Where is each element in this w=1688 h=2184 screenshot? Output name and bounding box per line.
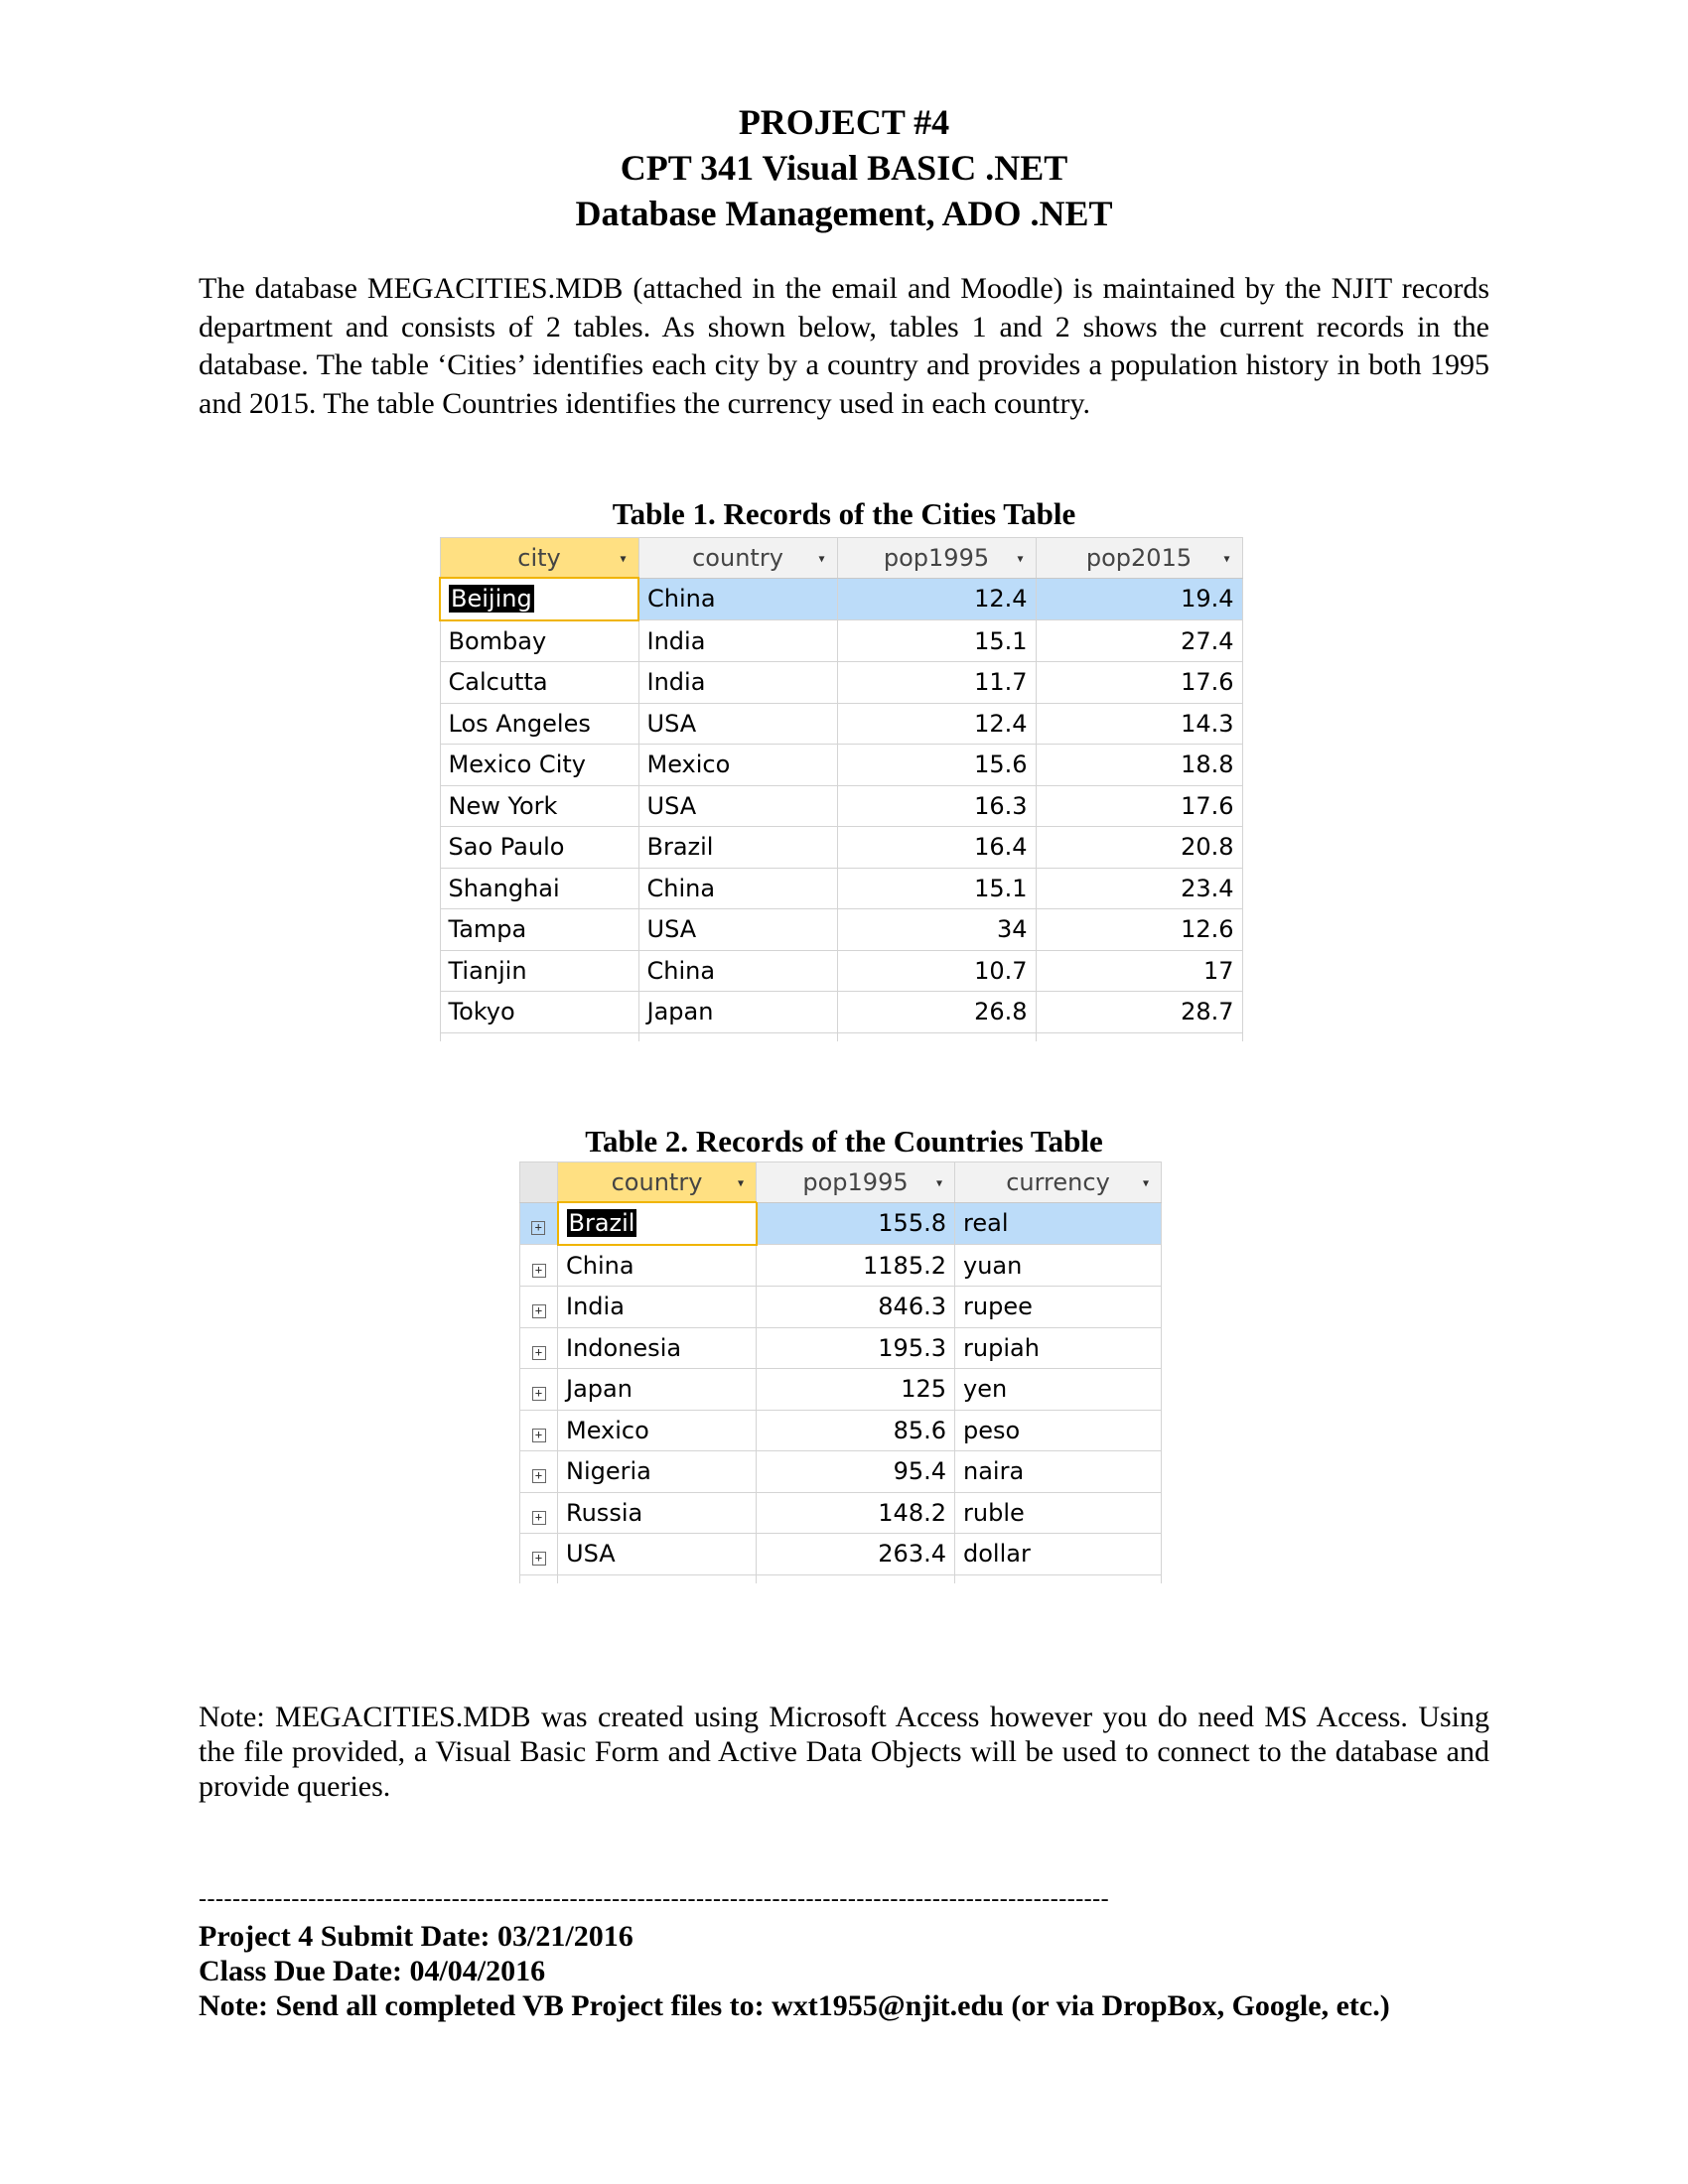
cell-city[interactable]: Los Angeles <box>440 703 638 745</box>
expand-row-button[interactable] <box>520 1451 558 1493</box>
table1-header-pop1995[interactable] <box>837 538 1036 579</box>
table-row[interactable] <box>440 868 1242 909</box>
table-row[interactable] <box>520 1369 1162 1411</box>
cell-city[interactable]: Mexico City <box>440 745 638 786</box>
cell-country[interactable]: India <box>558 1287 757 1328</box>
plus-box-icon[interactable]: + <box>532 1552 546 1566</box>
cell-pop1995[interactable]: 12.4 <box>837 578 1036 620</box>
expand-row-button[interactable] <box>520 1202 558 1245</box>
cell-pop2015[interactable]: 17.6 <box>1036 785 1242 827</box>
table1-header-pop2015[interactable] <box>1036 538 1242 579</box>
empty-cell <box>558 1574 757 1583</box>
due-date: Class Due Date: 04/04/2016 <box>199 1955 546 1987</box>
selected-text: Beijing <box>451 585 532 614</box>
empty-cell <box>837 1032 1036 1041</box>
cell-country[interactable]: USA <box>638 785 837 827</box>
table-row[interactable] <box>440 578 1242 620</box>
expand-row-button[interactable] <box>520 1534 558 1575</box>
cell-city[interactable]: Sao Paulo <box>440 827 638 869</box>
column-header-label: pop2015 <box>1085 543 1193 572</box>
cell-country[interactable]: China <box>558 1245 757 1287</box>
cell-pop1995[interactable]: 846.3 <box>757 1287 955 1328</box>
footer <box>199 1919 1390 2023</box>
cell-pop1995[interactable]: 15.6 <box>837 745 1036 786</box>
cell-pop1995[interactable]: 263.4 <box>757 1534 955 1575</box>
cell-city[interactable]: Shanghai <box>440 868 638 909</box>
plus-box-icon[interactable]: + <box>532 1429 546 1442</box>
table-row[interactable] <box>440 785 1242 827</box>
table-row[interactable] <box>440 620 1242 662</box>
empty-cell <box>757 1574 955 1583</box>
table2-header-currency[interactable] <box>955 1162 1162 1203</box>
chevron-down-icon[interactable]: ▾ <box>737 1175 744 1190</box>
table-row[interactable] <box>520 1410 1162 1451</box>
column-header-label: country <box>611 1167 703 1196</box>
table-row[interactable] <box>520 1492 1162 1534</box>
plus-box-icon[interactable]: + <box>532 1304 546 1318</box>
table-row[interactable] <box>440 703 1242 745</box>
plus-box-icon[interactable]: + <box>532 1469 546 1483</box>
cell-currency[interactable]: naira <box>955 1451 1162 1493</box>
table-row[interactable] <box>440 827 1242 869</box>
selected-text: Brazil <box>568 1209 635 1238</box>
cell-pop1995[interactable]: 15.1 <box>837 868 1036 909</box>
table2-caption: Table 2. Records of the Countries Table <box>585 1124 1103 1159</box>
cell-country[interactable]: China <box>638 868 837 909</box>
cell-pop1995[interactable]: 10.7 <box>837 950 1036 992</box>
cell-pop1995[interactable]: 148.2 <box>757 1492 955 1534</box>
table1-header-city[interactable] <box>440 538 638 579</box>
expand-row-button[interactable] <box>520 1245 558 1287</box>
cell-pop2015[interactable]: 12.6 <box>1036 909 1242 951</box>
cell-currency[interactable]: rupiah <box>955 1327 1162 1369</box>
cell-pop2015[interactable]: 14.3 <box>1036 703 1242 745</box>
table2-header-country[interactable] <box>558 1162 757 1203</box>
empty-cell <box>440 1032 638 1041</box>
cell-country[interactable]: Japan <box>638 992 837 1033</box>
cell-country[interactable] <box>558 1202 757 1245</box>
cell-pop1995[interactable]: 195.3 <box>757 1327 955 1369</box>
cell-currency[interactable]: yen <box>955 1369 1162 1411</box>
send-note: Note: Send all completed VB Project files to: wxt1955@njit.edu (or via DropBox, Google, etc.) <box>199 1989 1390 2022</box>
cell-country[interactable]: Russia <box>558 1492 757 1534</box>
table-row[interactable] <box>440 909 1242 951</box>
empty-cell <box>955 1574 1162 1583</box>
cell-country[interactable]: Mexico <box>638 745 837 786</box>
column-header-label: currency <box>1006 1167 1110 1196</box>
cell-city[interactable]: Bombay <box>440 620 638 662</box>
project-title: PROJECT #4 <box>738 102 950 142</box>
table1-caption: Table 1. Records of the Cities Table <box>612 496 1076 531</box>
table1-header-country[interactable] <box>638 538 837 579</box>
cell-pop1995[interactable]: 16.3 <box>837 785 1036 827</box>
chevron-down-icon[interactable]: ▾ <box>1142 1175 1149 1190</box>
cell-country[interactable]: India <box>638 620 837 662</box>
plus-box-icon[interactable]: + <box>532 1387 546 1401</box>
cell-pop2015[interactable]: 23.4 <box>1036 868 1242 909</box>
column-header-label: city <box>517 543 561 572</box>
chevron-down-icon[interactable]: ▾ <box>1223 551 1230 566</box>
column-header-label: pop1995 <box>802 1167 909 1196</box>
empty-cell <box>520 1574 558 1583</box>
cell-pop2015[interactable]: 17.6 <box>1036 662 1242 704</box>
cell-pop1995[interactable]: 11.7 <box>837 662 1036 704</box>
cell-city[interactable]: Tampa <box>440 909 638 951</box>
cell-city[interactable]: Tianjin <box>440 950 638 992</box>
divider-rule: ------------------------------------------------------------------------------------------------------------ <box>199 1886 1110 1912</box>
cell-country[interactable]: Mexico <box>558 1410 757 1451</box>
cell-pop2015[interactable]: 27.4 <box>1036 620 1242 662</box>
document-header <box>0 99 1688 236</box>
plus-box-icon[interactable]: + <box>532 1511 546 1525</box>
chevron-down-icon[interactable]: ▾ <box>818 551 825 566</box>
cell-city[interactable] <box>440 578 638 620</box>
cell-pop1995[interactable]: 95.4 <box>757 1451 955 1493</box>
cell-city[interactable]: Tokyo <box>440 992 638 1033</box>
cell-currency[interactable]: ruble <box>955 1492 1162 1534</box>
countries-table <box>519 1161 1162 1583</box>
table-row[interactable] <box>440 992 1242 1033</box>
table-row[interactable] <box>520 1451 1162 1493</box>
cell-city[interactable]: Calcutta <box>440 662 638 704</box>
cell-pop1995[interactable]: 16.4 <box>837 827 1036 869</box>
table-row[interactable] <box>520 1245 1162 1287</box>
course-title: CPT 341 Visual BASIC .NET <box>620 148 1068 188</box>
cell-currency[interactable]: peso <box>955 1410 1162 1451</box>
empty-cell <box>638 1032 837 1041</box>
cities-table <box>439 537 1243 1041</box>
cell-country[interactable]: Brazil <box>638 827 837 869</box>
plus-box-icon[interactable]: + <box>532 1346 546 1360</box>
topic-title: Database Management, ADO .NET <box>575 194 1113 233</box>
note-paragraph: Note: MEGACITIES.MDB was created using Microsoft Access however you do need MS Access. Using the file provided, a Visual Basic Form and Active Data Objects will be used to connect to the database and provide queries. <box>199 1701 1489 1803</box>
table-row[interactable] <box>520 1327 1162 1369</box>
expand-row-button[interactable] <box>520 1492 558 1534</box>
expand-row-button[interactable] <box>520 1410 558 1451</box>
cell-country[interactable]: USA <box>638 909 837 951</box>
cell-pop1995[interactable]: 1185.2 <box>757 1245 955 1287</box>
cell-pop1995[interactable]: 15.1 <box>837 620 1036 662</box>
chevron-down-icon[interactable]: ▾ <box>935 1175 942 1190</box>
cell-currency[interactable]: dollar <box>955 1534 1162 1575</box>
table-row[interactable] <box>520 1534 1162 1575</box>
plus-box-icon[interactable]: + <box>532 1264 546 1278</box>
cell-pop1995[interactable]: 26.8 <box>837 992 1036 1033</box>
chevron-down-icon[interactable]: ▾ <box>620 551 627 566</box>
expand-row-button[interactable] <box>520 1327 558 1369</box>
intro-paragraph: The database MEGACITIES.MDB (attached in the email and Moodle) is maintained by the NJIT records department and consists of 2 tables. As shown below, tables 1 and 2 shows the current records in the database. The table ‘Cities’ identifies each city by a country and provides a population history in both 1995 and 2015. The table Countries identifies the currency used in each country. <box>199 272 1489 420</box>
cell-country[interactable]: USA <box>638 703 837 745</box>
cell-pop2015[interactable]: 18.8 <box>1036 745 1242 786</box>
cell-pop1995[interactable]: 125 <box>757 1369 955 1411</box>
expand-row-button[interactable] <box>520 1287 558 1328</box>
cell-country[interactable]: China <box>638 578 837 620</box>
table-row[interactable] <box>440 662 1242 704</box>
table2-header-pop1995[interactable] <box>757 1162 955 1203</box>
table-row[interactable] <box>520 1287 1162 1328</box>
cell-city[interactable]: New York <box>440 785 638 827</box>
empty-cell <box>1036 1032 1242 1041</box>
cell-country[interactable]: USA <box>558 1534 757 1575</box>
new-record-row[interactable] <box>440 1032 1242 1041</box>
cell-pop1995[interactable]: 12.4 <box>837 703 1036 745</box>
new-record-row[interactable] <box>520 1574 1162 1583</box>
column-header-label: pop1995 <box>883 543 990 572</box>
row-selector-header[interactable] <box>520 1162 558 1203</box>
cell-currency[interactable]: real <box>955 1202 1162 1245</box>
cell-pop2015[interactable]: 20.8 <box>1036 827 1242 869</box>
cell-pop2015[interactable]: 19.4 <box>1036 578 1242 620</box>
column-header-label: country <box>692 543 783 572</box>
cell-country[interactable]: Indonesia <box>558 1327 757 1369</box>
cell-country[interactable]: Japan <box>558 1369 757 1411</box>
submit-date: Project 4 Submit Date: 03/21/2016 <box>199 1920 633 1953</box>
expand-row-button[interactable] <box>520 1369 558 1411</box>
cell-pop1995[interactable]: 34 <box>837 909 1036 951</box>
cell-country[interactable]: China <box>638 950 837 992</box>
cell-country[interactable]: Nigeria <box>558 1451 757 1493</box>
table-row[interactable] <box>520 1202 1162 1245</box>
cell-currency[interactable]: yuan <box>955 1245 1162 1287</box>
cell-pop2015[interactable]: 28.7 <box>1036 992 1242 1033</box>
cell-pop1995[interactable]: 155.8 <box>757 1202 955 1245</box>
cell-pop2015[interactable]: 17 <box>1036 950 1242 992</box>
chevron-down-icon[interactable]: ▾ <box>1017 551 1024 566</box>
table-row[interactable] <box>440 950 1242 992</box>
cell-pop1995[interactable]: 85.6 <box>757 1410 955 1451</box>
table-row[interactable] <box>440 745 1242 786</box>
plus-box-icon[interactable]: + <box>531 1221 545 1235</box>
cell-country[interactable]: India <box>638 662 837 704</box>
cell-currency[interactable]: rupee <box>955 1287 1162 1328</box>
